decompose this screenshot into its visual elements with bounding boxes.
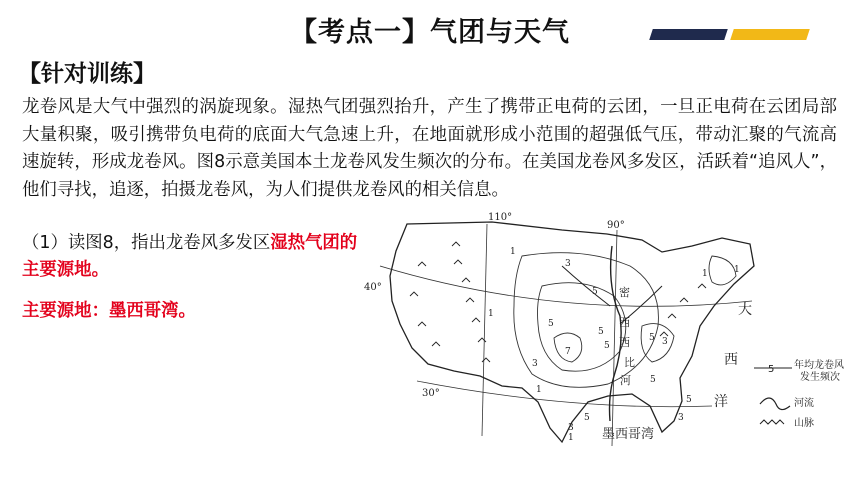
lon-110-label: 110° — [488, 212, 513, 223]
lat-30-line — [417, 381, 712, 407]
lat-30-label: 30° — [422, 388, 440, 399]
ocean-label-char-3: 洋 — [714, 394, 728, 410]
river-label-char-2: 西 — [619, 316, 630, 329]
contour-value: 3 — [662, 337, 668, 347]
river-label-char-5: 河 — [620, 374, 631, 387]
contour-value: 5 — [598, 327, 604, 337]
question-highlight: 湿热气团的主要源地。 — [22, 233, 358, 280]
contour-northeast — [709, 256, 736, 285]
title-decoration-gold-bar — [730, 29, 810, 40]
contour-value: 7 — [565, 347, 571, 357]
legend-contour-value: 5 — [768, 364, 775, 375]
contour-value: 1 — [734, 265, 740, 275]
contour-value: 5 — [548, 319, 554, 329]
contour-value: 1 — [510, 247, 516, 257]
question-1 — [22, 230, 362, 284]
contour-value: 3 — [678, 413, 684, 423]
river-label-char-4: 比 — [624, 356, 635, 369]
contour-value: 3 — [532, 359, 538, 369]
ocean-label-char-1: 大 — [738, 302, 752, 318]
lon-110-line — [482, 224, 487, 436]
lat-40-line — [380, 266, 752, 306]
river-label-char-1: 密 — [619, 286, 630, 299]
country-outline — [390, 222, 754, 442]
contour-value: 3 — [565, 259, 571, 269]
legend-mountain-icon — [760, 420, 784, 424]
contour-value: 5 — [592, 287, 598, 297]
legend-frequency-label-2: 发生频次 — [800, 372, 840, 383]
lon-90-line — [612, 230, 617, 446]
map-legend — [754, 358, 844, 429]
title-decoration-navy-bar — [649, 29, 728, 40]
passage-text: 龙卷风是大气中强烈的涡旋现象。湿热气团强烈抬升，产生了携带正电荷的云团，一旦正电荷在云团局部大量积聚，吸引携带负电荷的底面大气急速上升，在地面就形成小范围的超强低气压，带动汇聚的气流高速旋转，形成龙卷风。图8示意美国本土龙卷风发生频次的分布。在美国龙卷风多发区，活跃着“追风人”，他们寻找，追逐，拍摄龙卷风，为人们提供龙卷风的相关信息。 — [22, 97, 837, 200]
contour-value: 1 — [488, 309, 494, 319]
gulf-of-mexico-label: 墨西哥湾 — [602, 427, 655, 442]
legend-river-icon — [760, 398, 790, 410]
contour-value: 1 — [568, 433, 574, 443]
contour-value: 5 — [686, 395, 692, 405]
lon-90-label: 90° — [607, 220, 625, 231]
missouri-river — [562, 266, 610, 306]
ocean-label-char-2: 西 — [724, 352, 738, 368]
legend-river-label: 河流 — [794, 398, 814, 409]
legend-frequency-label-1: 年均龙卷风 — [794, 360, 844, 371]
contour-value: 5 — [649, 333, 655, 343]
contour-value: 1 — [536, 385, 542, 395]
question-prefix: （1）读图8，指出龙卷风多发区 — [22, 233, 271, 253]
contour-value: 1 — [702, 269, 708, 279]
answer-text: 主要源地：墨西哥湾。 — [22, 301, 196, 321]
lat-40-label: 40° — [364, 282, 382, 293]
legend-mountain-label: 山脉 — [794, 418, 814, 429]
contour-value: 3 — [568, 423, 574, 433]
river-label-char-3: 西 — [619, 336, 630, 349]
contour-value: 5 — [604, 341, 610, 351]
section-heading: 【针对训练】 — [18, 61, 156, 87]
contour-value: 5 — [584, 413, 590, 423]
tornado-frequency-map — [362, 206, 844, 476]
page-title: 【考点一】气团与天气 — [290, 17, 570, 48]
contour-value: 5 — [650, 375, 656, 385]
rocky-mountains — [410, 242, 490, 362]
map-figure — [362, 206, 844, 476]
